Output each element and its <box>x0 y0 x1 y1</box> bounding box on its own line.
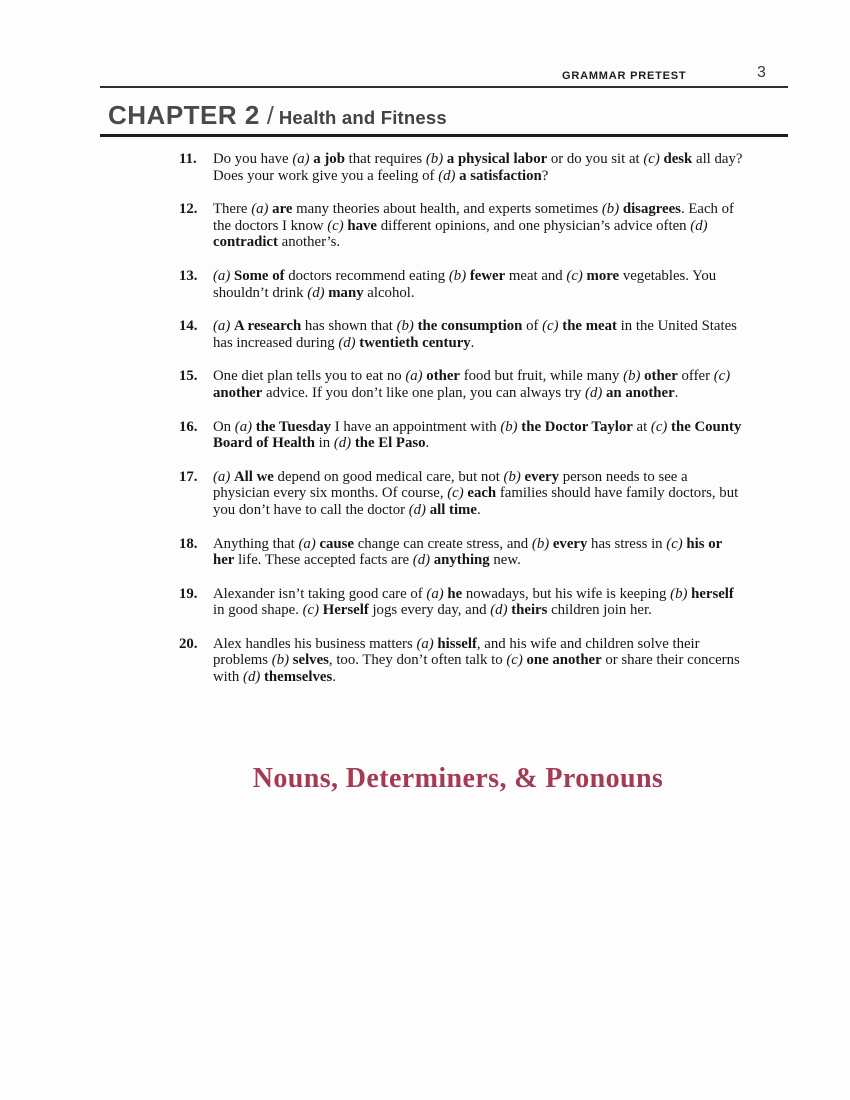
question-item <box>179 201 799 251</box>
question-number: 11. <box>179 151 197 167</box>
chapter-heading <box>108 100 447 131</box>
section-heading: Nouns, Determiners, & Pronouns <box>252 763 664 794</box>
question-number: 20. <box>179 635 198 652</box>
question-text: Alex handles his business matters (a) hisself, and his wife and children solve their problems (b) selves, too. They don’t often talk to (c) one another or share their concerns with (d) themselves. <box>213 635 740 686</box>
question-text: (a) Some of doctors recommend eating (b) fewer meat and (c) more vegetables. You shouldn’t drink (d) many alcohol. <box>213 267 717 301</box>
running-header-title: GRAMMAR PRETEST <box>562 70 687 82</box>
question-number: 17. <box>179 468 198 485</box>
question-text: On (a) the Tuesday I have an appointment with (b) the Doctor Taylor at (c) the County Board of Health in (d) the El Paso. <box>213 418 742 452</box>
page-number: 3 <box>757 64 767 81</box>
header-rule <box>100 86 788 88</box>
question-number: 15. <box>179 368 198 385</box>
question-number: 12. <box>179 201 198 218</box>
chapter-separator: / <box>266 102 274 130</box>
question-item <box>179 419 799 452</box>
question-item <box>179 318 799 351</box>
question-number: 19. <box>179 585 198 602</box>
question-text: (a) A research has shown that (b) the consumption of (c) the meat in the United States has increased during (d) twentieth century. <box>213 318 737 351</box>
question-number: 14. <box>179 318 198 335</box>
question-number: 16. <box>179 418 198 435</box>
question-text: One diet plan tells you to eat no (a) other food but fruit, while many (b) other offer (c) another advice. If you don’t like one plan, you can always try (d) an another. <box>213 368 731 401</box>
question-item <box>179 469 799 519</box>
question-text: (a) All we depend on good medical care, but not (b) every person needs to see a physician every six months. Of course, (c) each families should have family doctors, but you don’t have to call the doctor (d) all time. <box>213 468 739 518</box>
question-text: Do you have (a) a job that requires (b) a physical labor or do you sit at (c) desk all day? Does your work give you a feeling of (d) a satisfaction? <box>213 151 743 184</box>
question-item <box>179 368 799 401</box>
question-item <box>179 586 799 619</box>
chapter-label: CHAPTER 2 <box>108 100 260 130</box>
chapter-rule <box>100 134 788 137</box>
question-number: 18. <box>179 535 198 552</box>
question-item <box>179 151 799 184</box>
question-text: Alexander isn’t taking good care of (a) he nowadays, but his wife is keeping (b) herself in good shape. (c) Herself jogs every day, and (d) theirs children join her. <box>213 585 734 619</box>
question-item <box>179 268 799 301</box>
question-text: Anything that (a) cause change can create stress, and (b) every has stress in (c) his or her life. These accepted facts are (d) anything new. <box>213 535 723 569</box>
question-text: There (a) are many theories about health, and experts sometimes (b) disagrees. Each of the doctors I know (c) have different opinions, and one physician’s advice often (d) contradict another’s. <box>213 201 734 251</box>
question-item <box>179 636 799 686</box>
questions-list <box>179 151 799 703</box>
chapter-title: Health and Fitness <box>278 107 447 128</box>
question-item <box>179 536 799 569</box>
question-number: 13. <box>179 267 198 284</box>
